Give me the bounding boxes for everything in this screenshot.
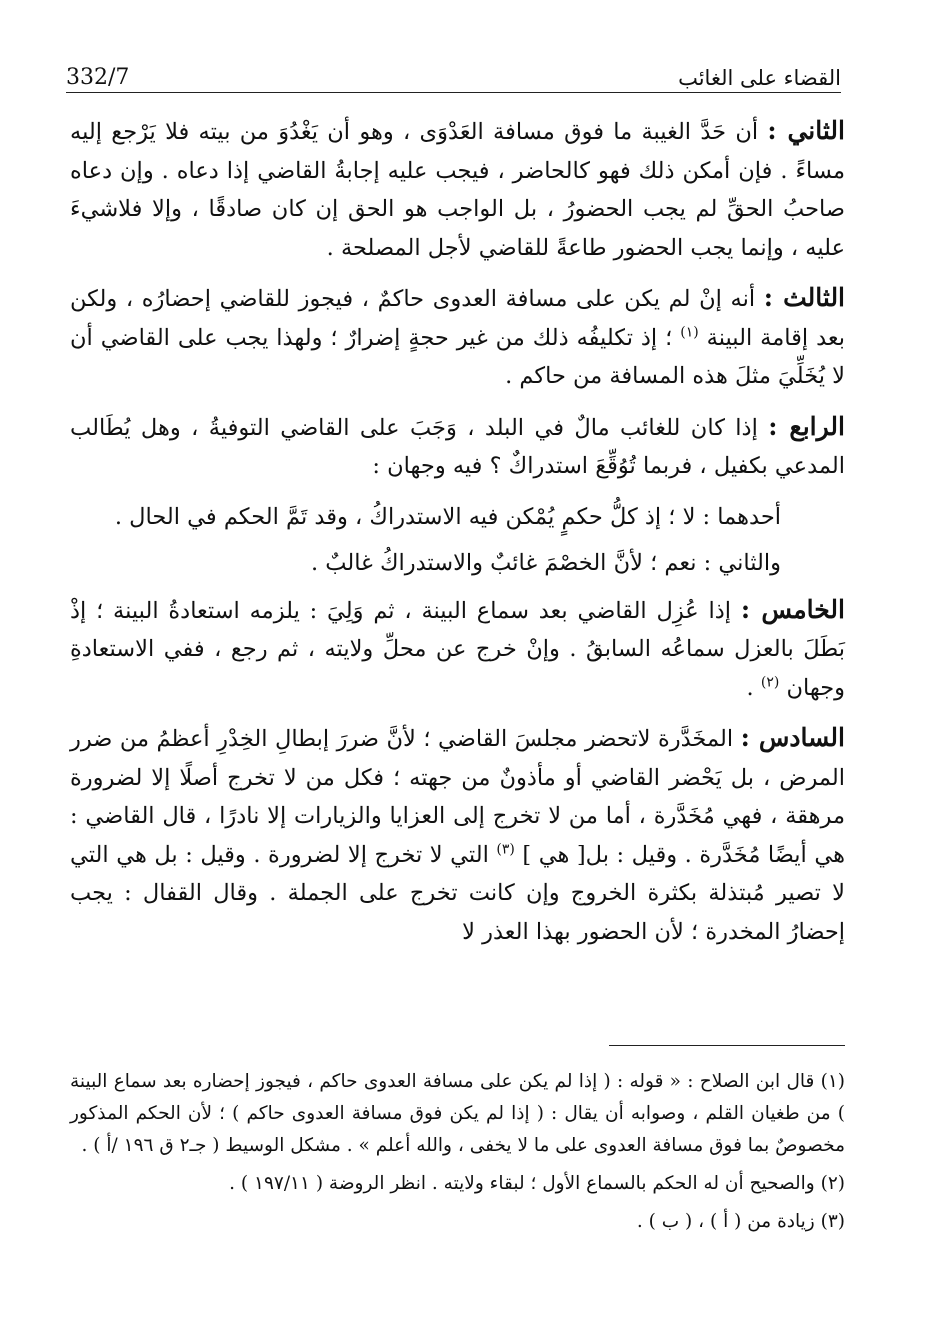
paragraph-text: والثاني : نعم ؛ لأنَّ الخصْمَ غائبٌ والاستدراكُ غالبٌ . [310, 550, 781, 576]
paragraph-lead: الثالث : [763, 283, 846, 312]
footnote: (٢) والصحيح أن له الحكم بالسماع الأول ؛ لبقاء ولايته . انظر الروضة ( ١٩٧/١١ ) . [229, 1173, 845, 1194]
footnote: (١) قال ابن الصلاح : « قوله : ( إذا لم يكن على مسافة العدوى حاكم ، فيجوز إحضاره بعد سماع البينة ) من طغيان القلم ، وصوابه أن يقال : ( إذا لم يكن فوق مسافة العدوى حاكم ) ؛ لأن الحكم المذكور مخصوصٌ بما فوق مسافة العدوى على ما لا يخفى ، والله أعلم » . مشكل الوسيط ( جـ٢ ق ١٩٦ /أ ) . [70, 1071, 845, 1156]
paragraph-text: إذا عُزِل القاضي بعد سماع البينة ، ثم وَلِيَ : يلزمه استعادةُ البينة ؛ إذْ بَطَلَ بالعزل سماعُه السابقُ . وإنْ خرج عن محلِّ ولايته ، ثم رجع ، ففي الاستعادةِ وجهان [70, 597, 845, 701]
footnote-marker: (٣) [496, 841, 515, 857]
paragraph-fifth [70, 591, 845, 708]
paragraph-lead: الخامس : [740, 594, 845, 624]
paragraph-fourth [70, 408, 845, 486]
paragraph-text-continued: . [746, 674, 761, 701]
footnote: (٣) زيادة من ( أ ) ، ( ب ) . [636, 1211, 845, 1232]
paragraph-lead: الثاني : [767, 116, 845, 145]
main-text [70, 112, 845, 963]
footnote-marker: (٢) [760, 674, 780, 690]
page-header [66, 58, 841, 93]
paragraph-text: أن حَدَّ الغيبة ما فوق مسافة العَدْوَى ، وهو أن يَغْدُوَ من بيته فلا يَرْجع إليه مساءً . فإن أمكن ذلك فهو كالحاضر ، فيجب عليه إجابةُ القاضي إذا دعاه . وإن دعاه صاحبُ الحقِّ لم يجب الحضورُ ، بل الواجب هو الحق إن كان صادقًا ، وإلا فلاشيءَ عليه ، وإنما يجب الحضور طاعةً للقاضي لأجل المصلحة . [70, 119, 845, 261]
page-number: 332/7 [66, 65, 130, 90]
footnote-marker: (١) [680, 324, 699, 340]
paragraph-lead: السادس : [740, 723, 845, 752]
paragraph-lead: الرابع : [768, 411, 845, 441]
opinion-second [70, 544, 845, 583]
paragraph-text: أحدهما : لا ؛ إذ كلُّ حكمٍ يُمْكن فيه الاستدراكُ ، وقد تَمَّ الحكم في الحال . [114, 503, 781, 530]
paragraph-text-continued: التي لا تخرج إلا لضرورة . وقيل : بل هي التي لا تصير مُبتذلة بكثرة الخروج وإن كانت تخرج على الجملة . وقال القفال : يجب إحضارُ المخدرة ؛ لأن الحضور بهذا العذر لا [70, 841, 845, 945]
paragraph-text: إذا كان للغائب مالٌ في البلد ، وَجَبَ على القاضي التوفيةُ ، وهل يُطَالب المدعي بكفيل ، فربما تُوُقِّعَ استدراكٌ ؟ فيه وجهان : [70, 414, 845, 479]
footnote-separator [609, 1045, 845, 1046]
paragraph-second [70, 112, 845, 267]
paragraph-text: أنه إنْ لم يكن على مسافة العدوى حاكمٌ ، فيجوز للقاضي إحضارُه ، ولكن بعد إقامة البينة [70, 286, 845, 351]
paragraph-third [70, 279, 845, 396]
footnotes [70, 1066, 845, 1244]
paragraph-text-continued: ؛ إذ تكليفُه ذلك من غير حجةٍ إضرارٌ ؛ ولهذا يجب على القاضي أن لا يُخَلِّيَ مثلَ هذه المسافة من حاكم . [70, 324, 845, 389]
paragraph-sixth [70, 719, 845, 951]
opinion-first [70, 498, 845, 537]
running-title: القضاء على الغائب [678, 66, 841, 90]
paragraph-text: المخَدَّرة لاتحضر مجلسَ القاضي ؛ لأنَّ ضررَ إبطالِ الخِدْرِ أعظمُ من ضرر المرض ، بل يَحْضر القاضي أو مأذونٌ من جهته ؛ فكل من لا تخرج أصلًا إلا لضرورة مرهقة ، فهي مُخَدَّرة ، أما من لا تخرج إلى العزايا والزيارات إلا نادرًا ، قال القاضي : هي أيضًا مُخَدَّرة . وقيل : بل[ هي ] [70, 726, 845, 868]
